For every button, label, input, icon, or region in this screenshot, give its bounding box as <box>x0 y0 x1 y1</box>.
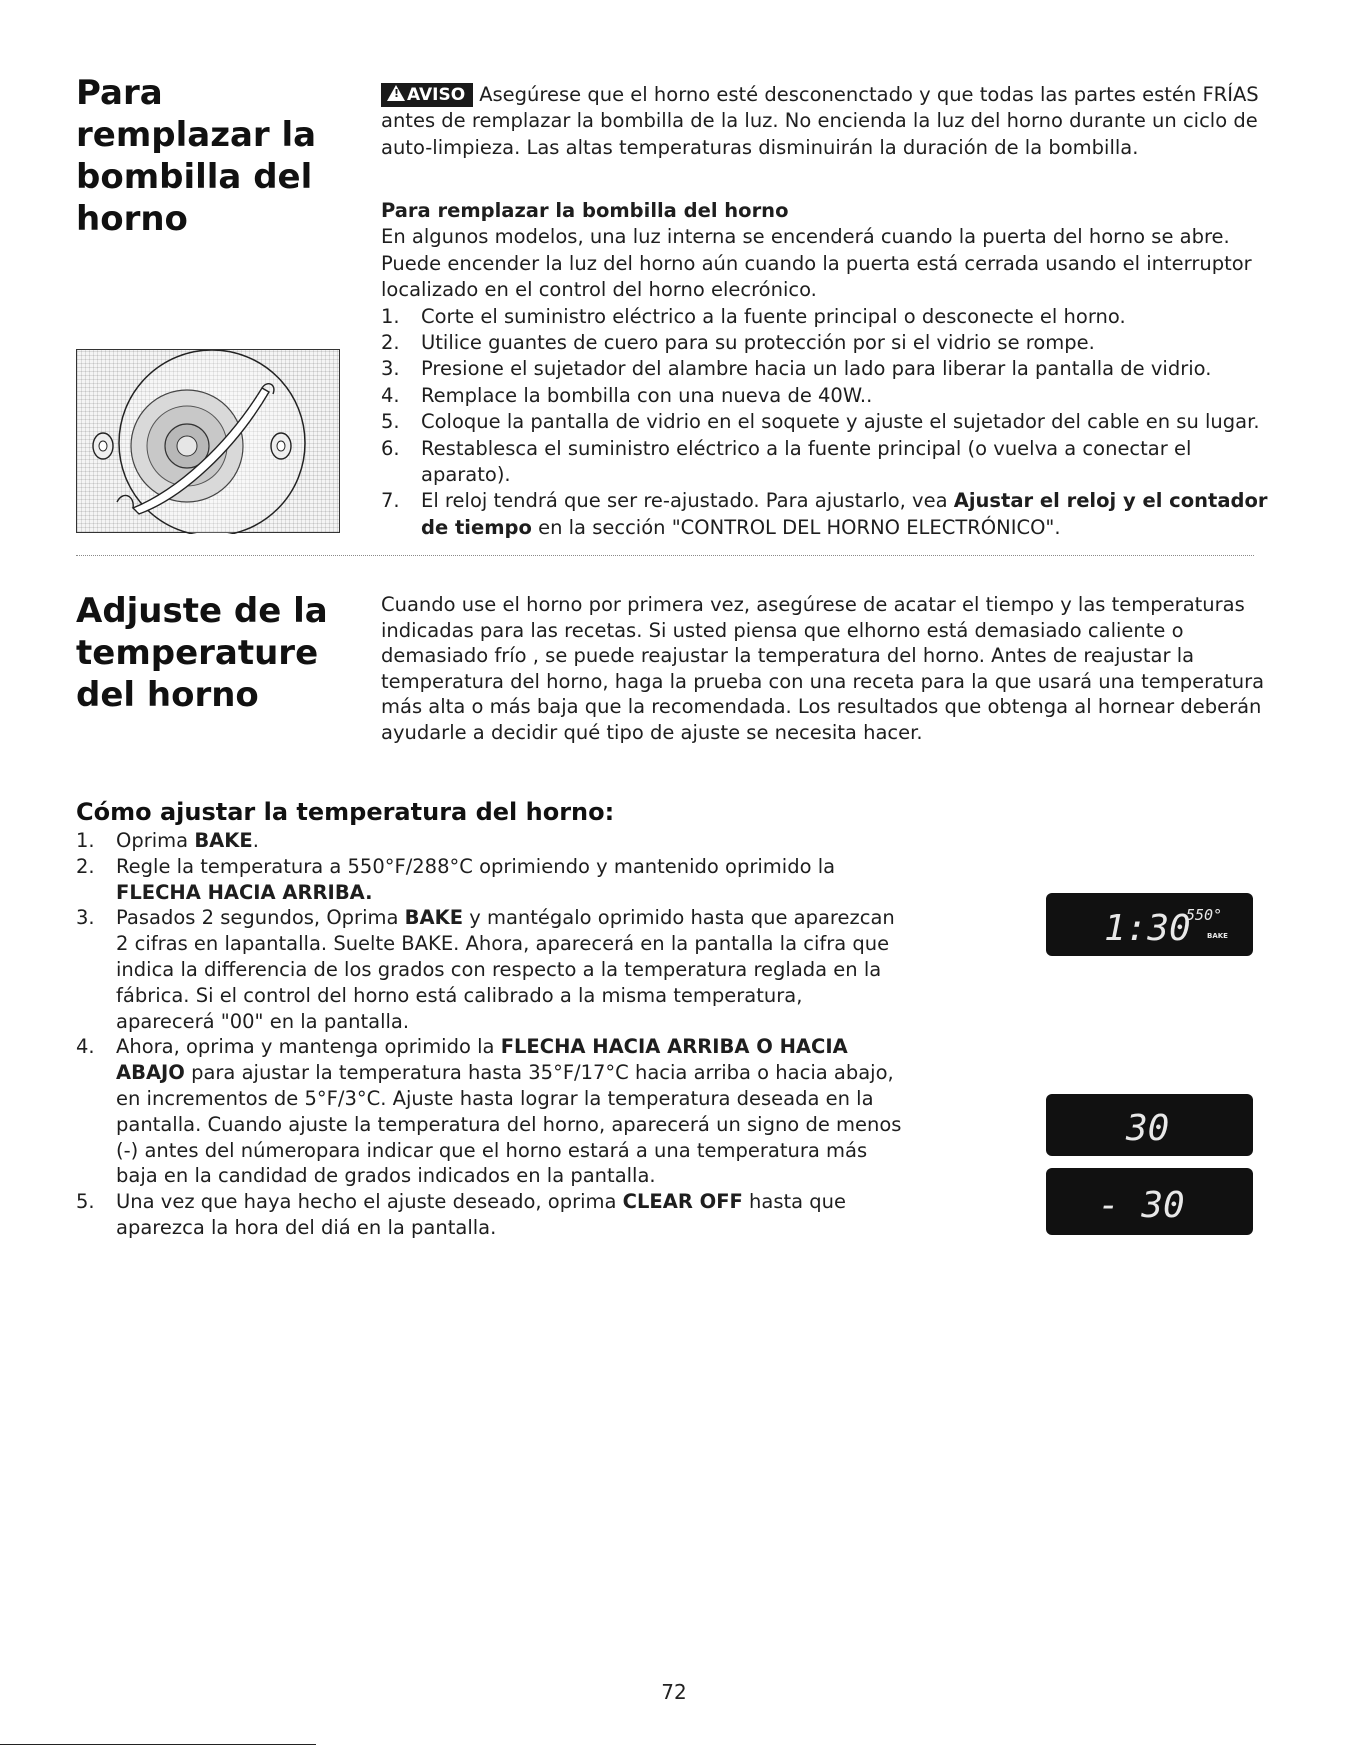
list-item <box>76 1034 906 1189</box>
aviso-label: AVISO <box>407 85 466 105</box>
how-to-title: Cómo ajustar la temperatura del horno: <box>76 798 615 826</box>
list-item <box>381 304 1281 330</box>
temperature-adjust-text: Cuando use el horno por primera vez, asegúrese de acatar el tiempo y las temperaturas indicadas para las recetas. Si usted piensa que elhorno está demasiado caliente o demasiado frío , se puede reajustar la temperatura del horno. Antes de reajustar la temperatura del horno, haga la prueba con una receta para la que usará una temperatura más alta o más baja que la recomendada. Los resultados que obtenga al hornear deberán ayudarle a decidir qué tipo de ajuste se necesita hacer. <box>381 593 1265 744</box>
step-7-reference: Ajustar el reloj y el contador de tiempo <box>421 489 1268 539</box>
list-item <box>76 828 906 854</box>
page-number: 72 <box>661 1680 687 1704</box>
display-main-value: 30 <box>1126 1108 1170 1149</box>
step-text: Coloque la pantalla de vidrio en el soquete y ajuste el sujetador del cable en su lugar. <box>421 410 1260 434</box>
display-offset-minus <box>1046 1168 1253 1235</box>
bulb-illustration <box>77 350 341 534</box>
how-to-steps-block <box>76 828 906 1241</box>
replace-bulb-step-7-list <box>381 488 1281 541</box>
step-text: Ahora, oprima y mantenga oprimido la <box>116 1035 501 1059</box>
step-number: 5. <box>381 410 400 434</box>
how-to-steps <box>76 828 906 1241</box>
step-text: Pasados 2 segundos, Oprima <box>116 906 405 930</box>
list-item <box>76 854 906 906</box>
step-text: . <box>252 829 259 852</box>
step-number: 2. <box>76 854 95 878</box>
list-item <box>381 409 1281 435</box>
display-bake-550-digits <box>1046 893 1253 956</box>
step-number: 4. <box>76 1035 95 1059</box>
replace-bulb-instructions <box>381 198 1281 541</box>
step-text: Corte el suministro eléctrico a la fuente principal o desconecte el horno. <box>421 304 1126 328</box>
list-item <box>76 905 906 1034</box>
step-number: 2. <box>381 331 400 355</box>
step-7-text: El reloj tendrá que ser re-ajustado. Para ajustarlo, vea <box>421 489 954 513</box>
display-main-value: 1:30 <box>1104 908 1191 949</box>
display-bake-indicator: BAKE <box>1207 932 1228 940</box>
step-text: y mantégalo oprimido hasta que aparezcan 2 cifras en lapantalla. Suelte BAKE. Ahora, aparecerá en la pantalla la cifra que indica la differencia de los grados con respecto a la temperatura reglada en la fábrica. Si el control del horno está calibrado a la misma temperatura, aparecerá "00" en la pantalla. <box>116 906 895 1033</box>
replace-bulb-steps <box>381 304 1281 489</box>
step-text: Presione el sujetador del alambre hacia un lado para liberar la pantalla de vidrio. <box>421 357 1212 381</box>
display-offset-plus-digits <box>1046 1094 1253 1156</box>
list-item <box>381 436 1281 489</box>
step-text: Regle la temperatura a 550°F/288°C oprimiendo y mantenido oprimido la <box>116 854 836 878</box>
step-number: 1. <box>381 304 400 328</box>
warning-block <box>381 82 1281 161</box>
step-number: 5. <box>76 1190 95 1214</box>
step-text: Remplace la bombilla con una nueva de 40W.. <box>421 383 873 407</box>
step-text: para ajustar la temperatura hasta 35°F/17°C hacia arriba o hacia abajo, en incrementos de 5°F/3°C. Ajuste hasta lograr la temperatura deseada en la pantalla. Cuando ajuste la temperatura del horno, aparecerá un signo de menos (-) antes del númeropara indicar que el horno estará a una temperatura más baja en la candidad de grados indicados en la pantalla. <box>116 1061 902 1188</box>
display-bake-550 <box>1046 893 1253 956</box>
section-title-replace-bulb: Para remplazar la bombilla del horno <box>76 73 317 239</box>
footer-rule <box>0 1744 316 1745</box>
aviso-badge <box>381 83 473 107</box>
step-number: 4. <box>381 383 400 407</box>
section-divider <box>76 555 1254 556</box>
step-text: hasta que aparezca la hora del diá en la pantalla. <box>116 1190 847 1239</box>
oven-light-bulb-icon <box>76 349 340 533</box>
step-keyword: CLEAR OFF <box>622 1190 743 1214</box>
list-item <box>381 356 1281 382</box>
list-item <box>381 383 1281 409</box>
display-main-value: - 30 <box>1098 1185 1185 1226</box>
replace-bulb-subheading: Para remplazar la bombilla del horno <box>381 199 789 222</box>
step-keyword: FLECHA HACIA ARRIBA O HACIA ABAJO <box>116 1035 848 1085</box>
warning-triangle-icon: ! <box>387 85 405 101</box>
step-text: Restablesca el suministro eléctrico a la fuente principal (o vuelva a conectar el aparato). <box>421 436 1192 487</box>
step-text: Oprima <box>116 829 195 852</box>
step-number: 6. <box>381 436 400 460</box>
display-offset-plus <box>1046 1094 1253 1156</box>
step-keyword: BAKE <box>194 829 253 852</box>
step-7-text-end: en la sección "CONTROL DEL HORNO ELECTRÓNICO". <box>531 515 1061 539</box>
list-item <box>381 330 1281 356</box>
step-number: 3. <box>381 357 400 381</box>
list-item <box>76 1189 906 1241</box>
step-number: 7. <box>381 489 400 513</box>
step-number: 1. <box>76 829 95 852</box>
warning-text: Asegúrese que el horno esté desconenctado y que todas las partes estén FRÍAS antes de remplazar la bombilla de la luz. No encienda la luz del horno durante un ciclo de auto-limpieza. Las altas temperaturas disminuirán la duración de la bombilla. <box>381 83 1259 159</box>
section-title-temperature-adjust: Adjuste de la temperature del horno <box>76 591 328 715</box>
step-number: 3. <box>76 906 95 930</box>
temperature-adjust-intro <box>381 592 1281 746</box>
display-temperature-value: 550° <box>1186 906 1223 924</box>
list-item <box>381 488 1281 541</box>
display-offset-minus-digits <box>1046 1168 1253 1235</box>
step-text: Utilice guantes de cuero para su protección por si el vidrio se rompe. <box>421 331 1095 355</box>
step-text: Una vez que haya hecho el ajuste deseado, oprima <box>116 1190 623 1214</box>
step-keyword: FLECHA HACIA ARRIBA. <box>116 880 373 904</box>
replace-bulb-intro: En algunos modelos, una luz interna se encenderá cuando la puerta del horno se abre. Puede encender la luz del horno aún cuando la puerta está cerrada usando el interruptor localizado en el control del horno elecrónico. <box>381 225 1252 302</box>
step-keyword: BAKE <box>404 906 464 930</box>
